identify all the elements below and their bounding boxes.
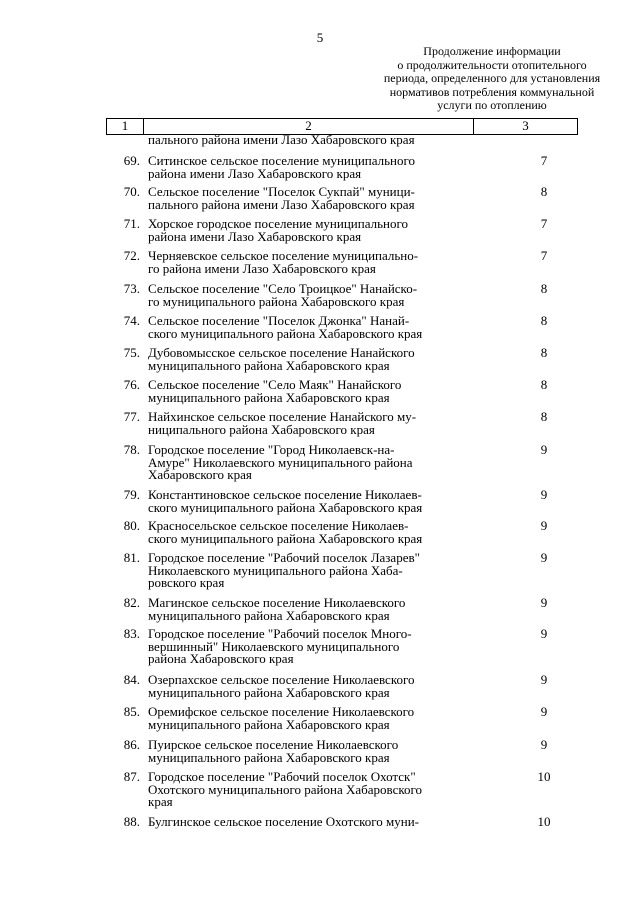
- row-number: 80.: [123, 518, 140, 533]
- settlement-name: [148, 739, 478, 764]
- settlement-name: [148, 379, 478, 404]
- settlement-name-line: Найхинское сельское поселение Нанайского му-: [148, 409, 417, 424]
- settlement-name-line: Городское поселение "Рабочий поселок Много-: [148, 626, 412, 641]
- settlement-name-line: ского муниципального района Хабаровского края: [148, 530, 423, 546]
- settlement-name: [148, 771, 478, 809]
- column-header-name: 2: [144, 119, 474, 134]
- heating-period-value: 10: [537, 769, 551, 784]
- settlement-name-line: муниципального района Хабаровского края: [148, 716, 390, 732]
- continuation-text: пального района имени Лазо Хабаровского края: [148, 132, 415, 147]
- settlement-name-line: ского муниципального района Хабаровского края: [148, 499, 423, 515]
- settlement-name-line: района имени Лазо Хабаровского края: [148, 228, 362, 244]
- settlement-name: [148, 674, 478, 699]
- settlement-name-line: Черняевское сельское поселение муниципально-: [148, 248, 419, 263]
- settlement-name-line: муниципального района Хабаровского края: [148, 389, 390, 405]
- row-number: 87.: [123, 769, 140, 784]
- heating-period-value: 7: [540, 216, 548, 231]
- settlement-name: [148, 628, 478, 666]
- settlement-name-line: Ситинское сельское поселение муниципального: [148, 153, 415, 168]
- settlement-name-line: муниципального района Хабаровского края: [148, 684, 390, 700]
- settlement-name-line: Сельское поселение "Поселок Джонка" Нанай-: [148, 313, 410, 328]
- settlement-name-line: пального района имени Лазо Хабаровского края: [148, 196, 415, 212]
- row-number: 77.: [123, 409, 140, 424]
- row-number: 72.: [123, 248, 140, 263]
- settlement-name-line: Сельское поселение "Село Троицкое" Нанайско-: [148, 281, 418, 296]
- settlement-name: [148, 347, 478, 372]
- settlement-name-line: Сельское поселение "Село Маяк" Нанайского: [148, 377, 402, 392]
- settlement-name-line: Красносельское сельское поселение Николаев-: [148, 518, 409, 533]
- row-number: 78.: [123, 442, 140, 457]
- settlement-name-line: Булгинское сельское поселение Охотского муни-: [148, 814, 420, 829]
- settlement-name-line: Дубовомысское сельское поселение Нанайского: [148, 345, 415, 360]
- row-number: 73.: [123, 281, 140, 296]
- heating-period-value: 7: [540, 153, 548, 168]
- settlement-name-line: муниципального района Хабаровского края: [148, 357, 390, 373]
- settlement-name-line: ского муниципального района Хабаровского края: [148, 325, 423, 341]
- row-number: 69.: [123, 153, 140, 168]
- settlement-name-line: Николаевского муниципального района Хаба-: [148, 562, 403, 578]
- settlement-name: [148, 816, 478, 829]
- settlement-name-line: ниципального района Хабаровского края: [148, 421, 375, 437]
- settlement-name-line: Озерпахское сельское поселение Николаевского: [148, 672, 415, 687]
- row-number: 70.: [123, 184, 140, 199]
- settlement-name-line: го района имени Лазо Хабаровского края: [148, 260, 376, 276]
- heating-period-value: 9: [540, 595, 548, 610]
- row-number: 79.: [123, 487, 140, 502]
- heating-period-value: 7: [540, 248, 548, 263]
- settlement-name: [148, 489, 478, 514]
- settlement-name-line: Хорское городское поселение муниципального: [148, 216, 408, 231]
- settlement-name: [148, 250, 478, 275]
- row-number: 81.: [123, 550, 140, 565]
- settlement-name-line: Константиновское сельское поселение Николаев-: [148, 487, 422, 502]
- settlement-name-line: Сельское поселение "Поселок Сукпай" муници-: [148, 184, 415, 199]
- row-number: 71.: [123, 216, 140, 231]
- heating-period-value: 8: [540, 345, 548, 360]
- settlement-name-line: края: [148, 794, 173, 809]
- settlement-name: [148, 186, 478, 211]
- settlement-name-line: Охотского муниципального района Хабаровского: [148, 781, 423, 797]
- settlement-name-line: муниципального района Хабаровского края: [148, 607, 390, 623]
- settlement-name-line: Оремифское сельское поселение Николаевского: [148, 704, 415, 719]
- settlement-name: [148, 444, 478, 482]
- heating-period-value: 8: [540, 281, 548, 296]
- heating-period-value: 9: [540, 442, 548, 457]
- settlement-name-line: муниципального района Хабаровского края: [148, 749, 390, 765]
- heating-period-value: 8: [540, 184, 548, 199]
- settlement-name: [148, 283, 478, 308]
- settlement-name-line: вершинный" Николаевского муниципального: [148, 638, 400, 654]
- column-header-number: 1: [107, 119, 144, 134]
- row-number: 86.: [123, 737, 140, 752]
- heating-period-value: 9: [540, 487, 548, 502]
- settlement-name-line: Хабаровского края: [148, 467, 252, 482]
- settlement-name-line: Пуирское сельское поселение Николаевского: [148, 737, 399, 752]
- settlement-name-line: Городское поселение "Город Николаевск-на-: [148, 442, 395, 457]
- heating-period-value: 9: [540, 737, 548, 752]
- heating-period-value: 8: [540, 377, 548, 392]
- heating-period-value: 9: [540, 518, 548, 533]
- column-header-value: 3: [522, 118, 529, 133]
- heating-period-value: 9: [540, 672, 548, 687]
- settlement-name-line: района Хабаровского края: [148, 651, 294, 666]
- row-number: 82.: [123, 595, 140, 610]
- settlement-name-line: района имени Лазо Хабаровского края: [148, 165, 362, 181]
- settlement-name-line: Городское поселение "Рабочий поселок Охотск": [148, 769, 416, 784]
- heating-period-value: 9: [540, 626, 548, 641]
- page-number: 5: [316, 30, 324, 45]
- heating-period-value: 9: [540, 704, 548, 719]
- heading-line: периода, определенного для установления: [383, 71, 601, 85]
- heating-period-value: 9: [540, 550, 548, 565]
- settlement-name-line: Магинское сельское поселение Николаевского: [148, 595, 406, 610]
- settlement-name-line: Амуре" Николаевского муниципального района: [148, 454, 413, 470]
- settlement-name-line: Городское поселение "Рабочий поселок Лазарев": [148, 550, 420, 565]
- settlement-name: [148, 552, 478, 590]
- heating-period-value: 8: [540, 409, 548, 424]
- heating-period-value: 10: [537, 814, 551, 829]
- row-number: 83.: [123, 626, 140, 641]
- settlement-name-line: ровского края: [148, 575, 225, 590]
- row-number: 88.: [123, 814, 140, 829]
- heating-period-value: 8: [540, 313, 548, 328]
- settlement-name: [148, 597, 478, 622]
- row-number: 74.: [123, 313, 140, 328]
- settlement-name: [148, 218, 478, 243]
- row-number: 85.: [123, 704, 140, 719]
- settlement-name-line: го муниципального района Хабаровского края: [148, 293, 405, 309]
- heading-line: услуги по отоплению: [437, 98, 547, 112]
- heading-line: о продолжительности отопительного: [397, 57, 587, 72]
- heading-line: Продолжение информации: [423, 44, 561, 58]
- settlement-name: [148, 520, 478, 545]
- settlement-name: [148, 706, 478, 731]
- row-number: 84.: [123, 672, 140, 687]
- continuation-heading: [362, 45, 622, 113]
- heading-line: нормативов потребления коммунальной: [389, 84, 595, 99]
- row-number: 76.: [123, 377, 140, 392]
- settlement-name: [148, 411, 478, 436]
- row-number: 75.: [123, 345, 140, 360]
- settlement-name: [148, 315, 478, 340]
- settlement-name: [148, 155, 478, 180]
